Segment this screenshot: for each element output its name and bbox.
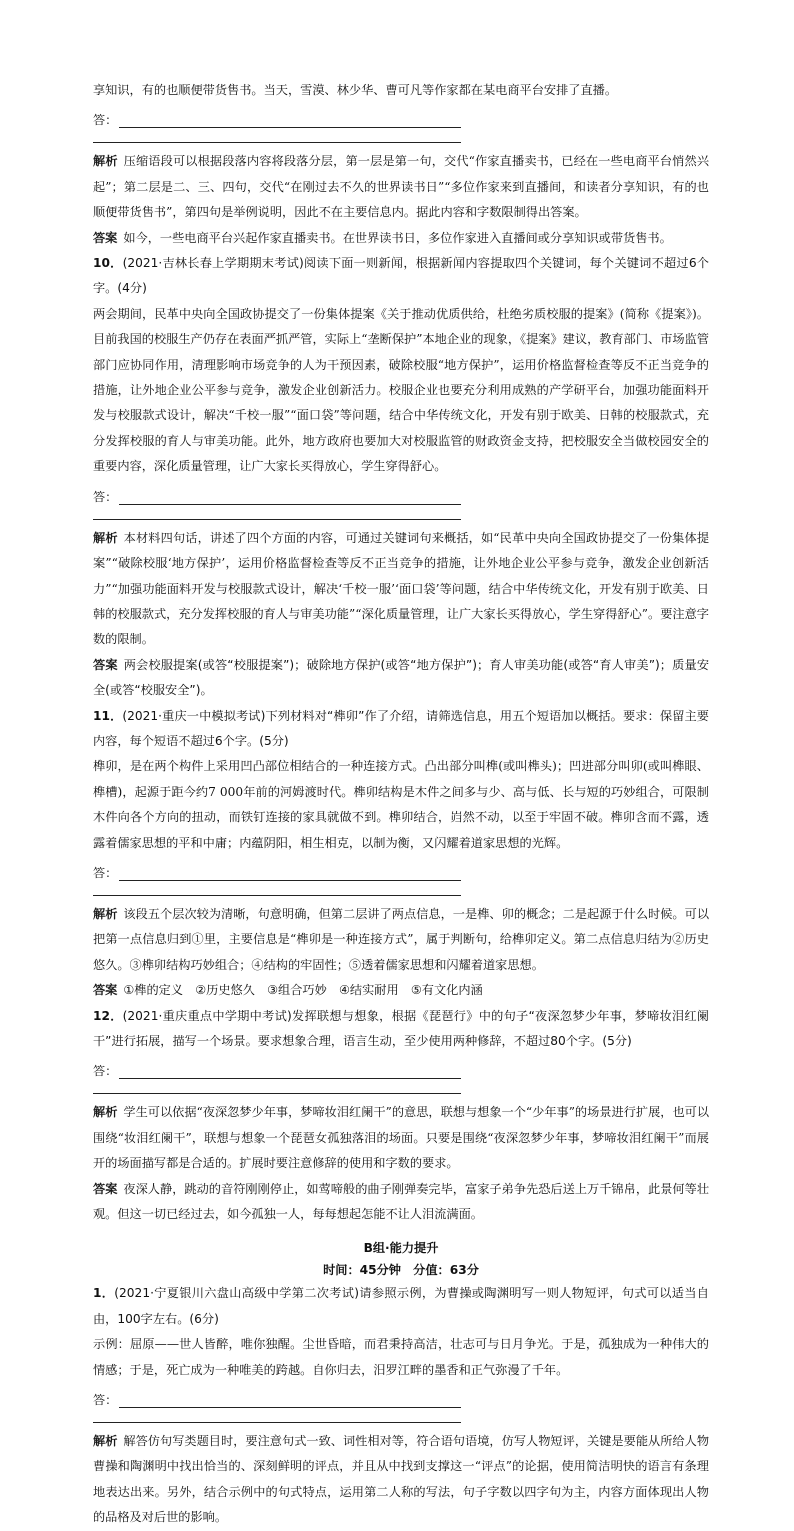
section-meta: 时间：45分钟 分值：63分 (323, 1263, 479, 1278)
answer-label: 答案 (93, 1181, 118, 1196)
answer-prompt: 答： (93, 113, 118, 128)
q11-analysis (93, 902, 709, 978)
question-stem: (2021·吉林长春上学期期末考试)阅读下面一则新闻，根据新闻内容提取四个关键词，每个关键词不超过6个字。(4分) (93, 256, 709, 296)
answer-rule (93, 128, 461, 143)
answer-underline[interactable] (119, 864, 461, 881)
analysis-text: 该段五个层次较为清晰，句意明确，但第二层讲了两点信息，一是榫、卯的概念；二是起源于什么时候。可以把第一点信息归到①里，主要信息是“榫卯是一种连接方式”，属于判断句，给榫卯定义。第二点信息归结为②历史悠久。③榫卯结构巧妙组合；④结构的牢固性；⑤透着儒家思想和闪耀着道家思想。 (93, 906, 710, 972)
analysis-label: 解析 (93, 906, 118, 921)
q9-material-tail: 享知识，有的也顺便带货售书。当天，雪漠、林少华、曹可凡等作家都在某电商平台安排了直播。 (93, 83, 618, 97)
analysis-text: 解答仿句写类题目时，要注意句式一致、词性相对等，符合语句语境，仿写人物短评，关键是要能从所给人物曹操和陶渊明中找出恰当的、深刻鲜明的评点，并且从中找到支撑这一“评点”的论据，使用简洁明快的语言有条理地表达出来。另外，结合示例中的句式特点，运用第二人称的写法，句子字数以四字句为主，内容方面体现出人物的品格及对后世的影响。 (93, 1434, 710, 1525)
q10-stem (93, 251, 709, 302)
q12-analysis (93, 1100, 709, 1176)
answer-underline[interactable] (119, 1391, 461, 1408)
q9-answer (93, 226, 709, 251)
analysis-label: 解析 (93, 154, 118, 169)
answer-underline[interactable] (119, 488, 461, 505)
answer-rule (93, 505, 461, 520)
question-number: 1． (93, 1286, 115, 1301)
answer-text: 夜深人静，跳动的音符刚刚停止，如莺啼般的曲子刚弹奏完毕，富家子弟争先恐后送上万千锦帛，此景何等壮观。但这一切已经过去，如今孤独一人，每每想起怎能不让人泪流满面。 (93, 1181, 710, 1222)
q10-answer-line[interactable] (93, 480, 709, 505)
q12-stem (93, 1004, 709, 1055)
answer-text: 如今，一些电商平台兴起作家直播卖书。在世界读书日，多位作家进入直播间或分享知识或带货售书。 (123, 230, 672, 245)
answer-prompt: 答： (93, 865, 118, 880)
answer-underline[interactable] (119, 111, 461, 128)
q12-answer (93, 1177, 709, 1228)
q12-answer-line[interactable] (93, 1054, 709, 1079)
b1-stem (93, 1281, 709, 1332)
b1-analysis (93, 1429, 709, 1531)
q11-answer-line[interactable] (93, 856, 709, 881)
q9-answer-line[interactable] (93, 103, 709, 128)
q11-stem (93, 704, 709, 755)
q10-analysis (93, 526, 709, 653)
analysis-text: 学生可以依据“夜深忽梦少年事，梦啼妆泪红阑干”的意思，联想与想象一个“少年事”的场景进行扩展，也可以围绕“妆泪红阑干”，联想与想象一个琵琶女孤独落泪的场面。只要是围绕“夜深忽梦少年事，梦啼妆泪红阑干”而展开的场面描写都是合适的。扩展时要注意修辞的使用和字数的要求。 (93, 1105, 710, 1171)
section-title: B组·能力提升 (363, 1241, 439, 1256)
q11-material: 榫卯，是在两个构件上采用凹凸部位相结合的一种连接方式。凸出部分叫榫(或叫榫头)；凹进部分叫卯(或叫榫眼、榫槽)，起源于距今约7 000年前的河姆渡时代。榫卯结构是木件之间多与少、高与低、长与短的巧妙组合，可限制木件向各个方向的扭动，而铁钉连接的家具就做不到。榫卯结合，岿然不动，以至于牢固不破。榫卯含而不露，透露着儒家思想的平和中庸；内蕴阴阳，相生相克，以制为衡，又闪耀着道家思想的光辉。 (93, 759, 709, 850)
analysis-label: 解析 (93, 530, 118, 545)
answer-text: 两会校服提案(或答“校服提案”)；破除地方保护(或答“地方保护”)；育人审美功能(或答“育人审美”)；质量安全(或答“校服安全”)。 (93, 657, 710, 698)
question-stem: (2021·重庆一中模拟考试)下列材料对“榫卯”作了介绍，请筛选信息，用五个短语加以概括。要求：保留主要内容，每个短语不超过6个字。(5分) (93, 708, 709, 748)
question-stem: (2021·宁夏银川六盘山高级中学第二次考试)请参照示例，为曹操或陶渊明写一则人物短评，句式可以适当自由，100字左右。(6分) (93, 1286, 709, 1326)
b1-answer-line[interactable] (93, 1383, 709, 1408)
document-page (93, 78, 709, 1531)
answer-label: 答案 (93, 230, 118, 245)
answer-rule (93, 881, 461, 896)
answer-prompt: 答： (93, 1064, 118, 1079)
question-stem: (2021·重庆重点中学期中考试)发挥联想与想象，根据《琵琶行》中的句子“夜深忽梦少年事，梦啼妆泪红阑干”进行拓展，描写一个场景。要求想象合理，语言生动，至少使用两种修辞，不超过80个字。(5分) (93, 1008, 709, 1048)
answer-underline[interactable] (119, 1062, 461, 1079)
q10-material: 两会期间，民革中央向全国政协提交了一份集体提案《关于推动优质供给，杜绝劣质校服的提案》(简称《提案》)。目前我国的校服生产仍存在表面严抓严管，实际上“垄断保护”本地企业的现象，《提案》建议，教育部门、市场监管部门应协同作用，清理影响市场竞争的人为干预因素，破除校服“地方保护”，运用价格监督检查等反不正当竞争的措施，让外地企业公平参与竞争，激发企业创新活力。校服企业也要充分利用成熟的产学研平台，加强功能面料开发与校服款式设计，解决“千校一服”“面口袋”等问题，结合中华传统文化，开发有别于欧美、日韩的校服款式，充分发挥校服的育人与审美功能。此外，地方政府也要加大对校服监管的财政资金支持，把校服安全当做校园安全的重要内容，深化质量管理，让广大家长买得放心，学生穿得舒心。 (93, 306, 709, 474)
analysis-label: 解析 (93, 1434, 118, 1449)
analysis-text: 压缩语段可以根据段落内容将段落分层，第一层是第一句，交代“作家直播卖书，已经在一些电商平台悄然兴起”；第二层是二、三、四句，交代“在刚过去不久的世界读书日”“多位作家来到直播间，和读者分享知识，有的也顺便带货售书”，第四句是举例说明，因此不在主要信息内。据此内容和字数限制得出答案。 (93, 154, 710, 220)
q9-analysis (93, 149, 709, 225)
q10-answer (93, 653, 709, 704)
answer-label: 答案 (93, 657, 118, 672)
b1-example: 示例：屈原——世人皆醉，唯你独醒。尘世昏暗，而君秉持高洁，壮志可与日月争光。于是，孤独成为一种伟大的情感；于是，死亡成为一种唯美的跨越。自你归去，汨罗江畔的墨香和正气弥漫了千年。 (93, 1337, 709, 1377)
analysis-label: 解析 (93, 1105, 118, 1120)
question-number: 11． (93, 708, 123, 723)
analysis-text: 本材料四句话，讲述了四个方面的内容，可通过关键词句来概括，如“民革中央向全国政协提交了一份集体提案”“破除校服‘地方保护’，运用价格监督检查等反不正当竞争的措施，让外地企业公平参与竞争，激发企业创新活力”“加强功能面料开发与校服款式设计，解决‘千校一服’‘面口袋’等问题，结合中华传统文化，开发有别于欧美、日韩的校服款式，充分发挥校服的育人与审美功能”“深化质量管理，让广大家长买得放心，学生穿得舒心”。要注意字数的限制。 (93, 530, 710, 647)
answer-prompt: 答： (93, 1393, 118, 1408)
answer-prompt: 答： (93, 489, 118, 504)
answer-text: ①榫的定义 ②历史悠久 ③组合巧妙 ④结实耐用 ⑤有文化内涵 (123, 983, 483, 998)
q11-answer (93, 978, 709, 1003)
question-number: 12． (93, 1008, 123, 1023)
answer-rule (93, 1079, 461, 1094)
answer-label: 答案 (93, 983, 118, 998)
question-number: 10． (93, 256, 123, 271)
answer-rule (93, 1408, 461, 1423)
